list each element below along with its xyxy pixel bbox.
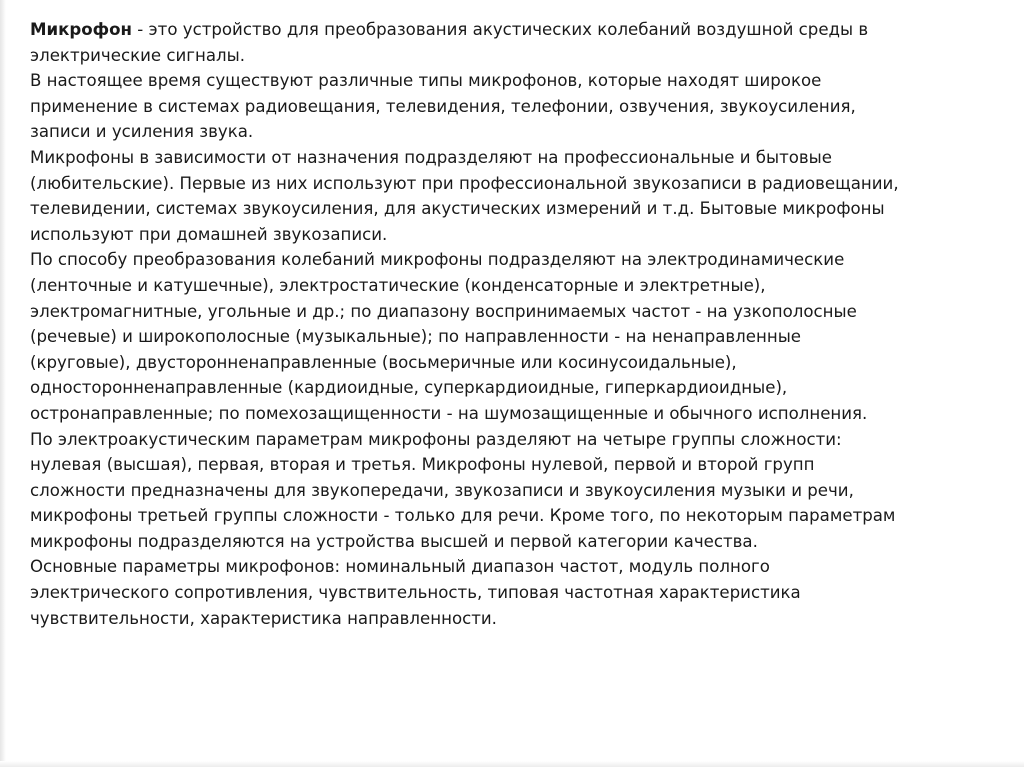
slide-left-edge xyxy=(0,0,6,767)
text-line: записи и усиления звука. xyxy=(30,122,254,142)
text-line: микрофоны третьей группы сложности - только для речи. Кроме того, по некоторым параметрам xyxy=(30,506,896,526)
text-line: применение в системах радиовещания, телевидения, телефонии, озвучения, звукоусиления, xyxy=(30,96,856,116)
text-line: В настоящее время существуют различные типы микрофонов, которые находят широкое xyxy=(30,71,822,91)
body-text xyxy=(30,17,1010,631)
text-line: (речевые) и широкополосные (музыкальные); по направленности - на ненаправленные xyxy=(30,327,802,347)
text-line: остронаправленные; по помехозащищенности - на шумозащищенные и обычного исполнения. xyxy=(30,403,868,423)
text-line: (круговые), двусторонненаправленные (восьмеричные или косинусоидальные), xyxy=(30,352,737,372)
slide-bottom-edge xyxy=(0,761,1024,767)
text-line: используют при домашней звукозаписи. xyxy=(30,224,388,244)
text-line: (любительские). Первые из них используют при профессиональной звукозаписи в радиовещании, xyxy=(30,173,899,193)
text-line: нулевая (высшая), первая, вторая и третья. Микрофоны нулевой, первой и второй групп xyxy=(30,455,815,475)
text-line: Основные параметры микрофонов: номинальный диапазон частот, модуль полного xyxy=(30,557,770,577)
text-line: Микрофоны в зависимости от назначения подразделяют на профессиональные и бытовые xyxy=(30,147,832,167)
text-line: односторонненаправленные (кардиоидные, суперкардиоидные, гиперкардиоидные), xyxy=(30,378,788,398)
text-line xyxy=(30,17,1010,43)
text-line: электрического сопротивления, чувствительность, типовая частотная характеристика xyxy=(30,583,801,603)
text-line: По способу преобразования колебаний микрофоны подразделяют на электродинамические xyxy=(30,250,845,270)
text-line: сложности предназначены для звукопередачи, звукозаписи и звукоусиления музыки и речи, xyxy=(30,480,854,500)
text-line: микрофоны подразделяются на устройства высшей и первой категории качества. xyxy=(30,531,758,551)
text-line: электрические сигналы. xyxy=(30,45,245,65)
text-line: (ленточные и катушечные), электростатические (конденсаторные и электретные), xyxy=(30,275,766,295)
term-heading: Микрофон xyxy=(30,20,133,39)
text-line-content: - это устройство для преобразования акустических колебаний воздушной среды в xyxy=(132,20,869,39)
text-line: электромагнитные, угольные и др.; по диапазону воспринимаемых частот - на узкополосные xyxy=(30,301,857,321)
text-line: чувствительности, характеристика направленности. xyxy=(30,608,497,628)
text-line: телевидении, системах звукоусиления, для акустических измерений и т.д. Бытовые микрофоны xyxy=(30,199,885,219)
text-line: По электроакустическим параметрам микрофоны разделяют на четыре группы сложности: xyxy=(30,429,842,449)
